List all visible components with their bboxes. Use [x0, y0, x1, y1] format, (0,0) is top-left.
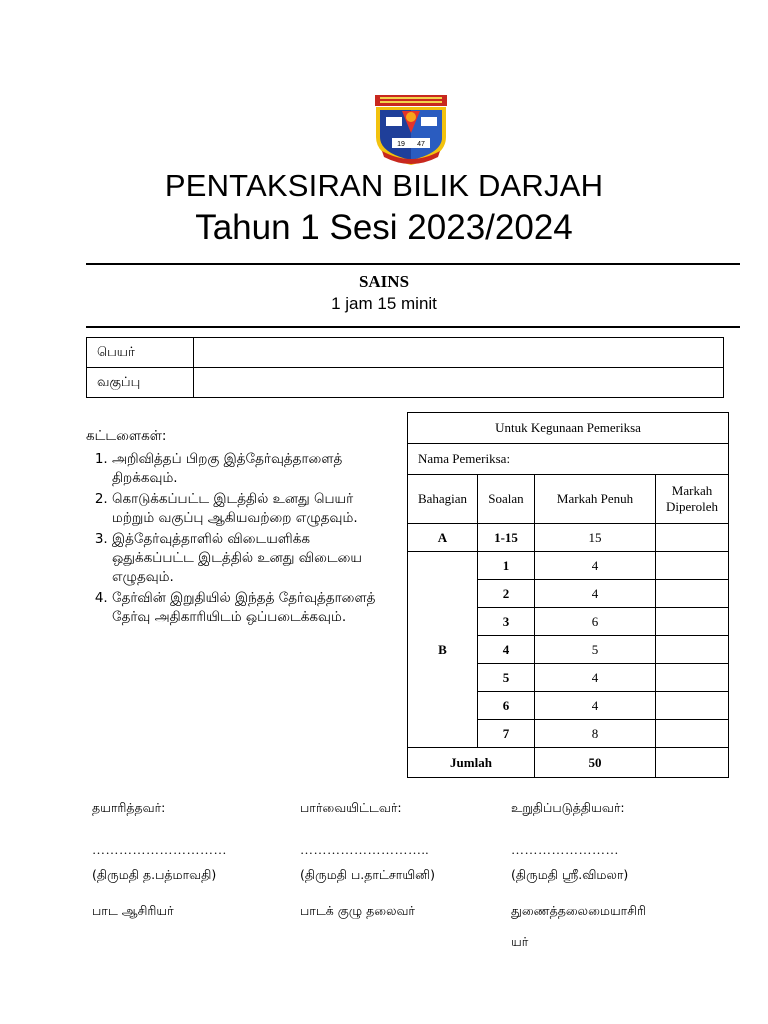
examiner-name-row	[408, 444, 729, 475]
table-row	[408, 552, 729, 580]
total-full-marks: 50	[535, 748, 656, 778]
marks-obtained-cell[interactable]	[656, 552, 729, 580]
instructions-title: கட்டளைகள்:	[86, 428, 167, 444]
crest-banner	[375, 95, 447, 106]
signature-line: ………………………..	[300, 842, 429, 857]
marks-obtained-cell[interactable]	[656, 608, 729, 636]
signature-line: …………………………	[92, 842, 227, 857]
crest-year-left: 19	[397, 141, 405, 148]
signature-line: ……………………	[511, 842, 619, 857]
page-subtitle: Tahun 1 Sesi 2023/2024	[195, 208, 573, 247]
student-info-table	[86, 337, 724, 398]
examiner-name-field[interactable]: Nama Pemeriksa:	[408, 444, 729, 475]
full-marks: 8	[535, 720, 656, 748]
marks-obtained-cell[interactable]	[656, 692, 729, 720]
name-field[interactable]	[194, 338, 724, 368]
question-number: 3	[478, 608, 535, 636]
instruction-item: 2. கொடுக்கப்பட்ட இடத்தில் உனது பெயர் மற்றும் வகுப்பு ஆகியவற்றை எழுதவும்.	[112, 490, 386, 528]
question-number: 1-15	[478, 524, 535, 552]
total-label: Jumlah	[408, 748, 535, 778]
verifier-name: (திருமதி ஸ்ரீ.விமலா)	[511, 867, 629, 882]
prepared-by-label: தயாரித்தவர்:	[92, 800, 166, 815]
full-marks: 4	[535, 552, 656, 580]
page-title: PENTAKSIRAN BILIK DARJAH	[164, 168, 604, 203]
column-header: Soalan	[478, 475, 535, 524]
full-marks: 5	[535, 636, 656, 664]
section-label: B	[408, 552, 478, 748]
column-header: Markah Diperoleh	[656, 475, 729, 524]
divider-bottom	[86, 326, 740, 328]
verifier-title-cont: யர்	[511, 934, 529, 949]
book-icon	[386, 117, 402, 126]
column-header: Markah Penuh	[535, 475, 656, 524]
instruction-item: 3. இத்தேர்வுத்தாளில் விடையளிக்க ஒதுக்கப்பட்ட இடத்தில் உனது விடையை எழுதவும்.	[112, 530, 386, 587]
question-number: 6	[478, 692, 535, 720]
full-marks: 15	[535, 524, 656, 552]
verified-by-label: உறுதிப்படுத்தியவர்:	[511, 800, 625, 815]
marks-obtained-cell[interactable]	[656, 580, 729, 608]
examiner-marks-table	[407, 412, 729, 778]
checked-by-label: பார்வையிட்டவர்:	[300, 800, 402, 815]
full-marks: 4	[535, 664, 656, 692]
column-header-row	[408, 475, 729, 524]
table-row	[408, 524, 729, 552]
instructions	[86, 428, 386, 629]
name-row	[87, 338, 724, 368]
preparer-name: (திருமதி த.பத்மாவதி)	[92, 867, 217, 882]
checker-name: (திருமதி ப.தாட்சாயினி)	[300, 867, 435, 882]
class-label: வகுப்பு	[87, 368, 194, 398]
verifier-title: துணைத்தலைமையாசிரி	[511, 903, 646, 918]
checker-title: பாடக் குழு தலைவர்	[300, 903, 415, 918]
marks-obtained-cell[interactable]	[656, 636, 729, 664]
class-row	[87, 368, 724, 398]
full-marks: 4	[535, 580, 656, 608]
marks-obtained-cell[interactable]	[656, 524, 729, 552]
instruction-item: 1. அறிவித்தப் பிறகு இத்தேர்வுத்தாளைத் திறக்கவும்.	[112, 450, 386, 488]
school-crest-logo	[372, 93, 450, 167]
question-number: 1	[478, 552, 535, 580]
full-marks: 4	[535, 692, 656, 720]
exam-duration: 1 jam 15 minit	[331, 294, 437, 313]
name-label: பெயர்	[87, 338, 194, 368]
examiner-table-heading-row	[408, 413, 729, 444]
instruction-item: 4. தேர்வின் இறுதியில் இந்தத் தேர்வுத்தாளைத் தேர்வு அதிகாரியிடம் ஒப்படைக்கவும்.	[112, 589, 386, 627]
crest-year-right: 47	[417, 141, 425, 148]
marks-obtained-cell[interactable]	[656, 720, 729, 748]
instructions-list	[86, 450, 386, 627]
divider-top	[86, 263, 740, 265]
total-row	[408, 748, 729, 778]
total-marks-obtained-cell[interactable]	[656, 748, 729, 778]
question-number: 2	[478, 580, 535, 608]
examiner-table-heading: Untuk Kegunaan Pemeriksa	[408, 413, 729, 444]
column-header: Bahagian	[408, 475, 478, 524]
question-number: 4	[478, 636, 535, 664]
preparer-title: பாட ஆசிரியர்	[92, 903, 174, 918]
class-field[interactable]	[194, 368, 724, 398]
question-number: 5	[478, 664, 535, 692]
marks-obtained-cell[interactable]	[656, 664, 729, 692]
full-marks: 6	[535, 608, 656, 636]
question-number: 7	[478, 720, 535, 748]
subject-name: SAINS	[358, 272, 410, 291]
section-label: A	[408, 524, 478, 552]
